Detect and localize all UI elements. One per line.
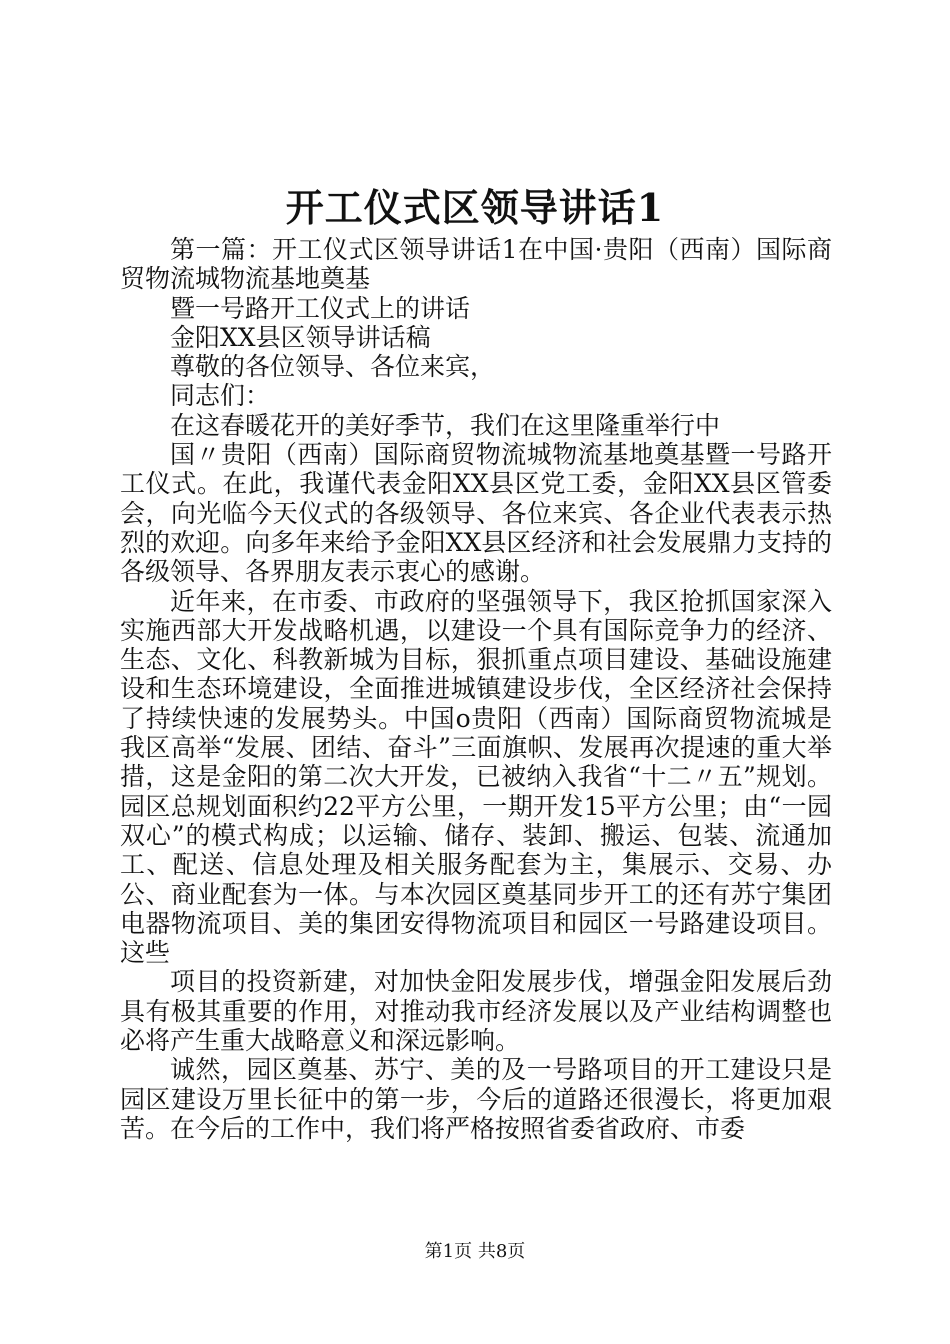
paragraph: 项目的投资新建，对加快金阳发展步伐，增强金阳发展后劲具有极其重要的作用，对推动我市经济发展以及产业结构调整也必将产生重大战略意义和深远影响。 [120, 967, 832, 1056]
paragraph: 近年来，在市委、市政府的坚强领导下，我区抢抓国家深入实施西部大开发战略机遇，以建设一个具有国际竞争力的经济、生态、文化、科教新城为目标，狠抓重点项目建设、基础设施建设和生态环境建设，全面推进城镇建设步伐，全区经济社会保持了持续快速的发展势头。中国ο贵阳（西南）国际商贸物流城是我区高举“发展、团结、奋斗”三面旗帜、发展再次提速的重大举措，这是金阳的第二次大开发，已被纳入我省“十二〃五”规划。园区总规划面积约22平方公里，一期开发15平方公里；由“一园双心”的模式构成；以运输、储存、装卸、搬运、包装、流通加工、配送、信息处理及相关服务配套为主，集展示、交易、办公、商业配套为一体。与本次园区奠基同步开工的还有苏宁集团电器物流项目、美的集团安得物流项目和园区一号路建设项目。这些 [120, 586, 832, 968]
paragraph: 国〃贵阳（西南）国际商贸物流城物流基地奠基暨一号路开工仪式。在此，我谨代表金阳XX县区党工委，金阳XX县区管委会，向光临今天仪式的各级领导、各位来宾、各企业代表表示热烈的欢迎。向多年来给予金阳XX县区经济和社会发展鼎力支持的各级领导、各界朋友表示衷心的感谢。 [120, 440, 832, 587]
page-number-footer: 第1页 共8页 [424, 1241, 526, 1262]
document-body [120, 235, 832, 1143]
paragraph: 尊敬的各位领导、各位来宾， [170, 352, 496, 382]
paragraph: 金阳XX县区领导讲话稿 [170, 322, 431, 352]
paragraph: 第一篇：开工仪式区领导讲话1在中国·贵阳（西南）国际商贸物流城物流基地奠基 [120, 235, 832, 294]
document-title: 开工仪式区领导讲话1 [285, 185, 665, 230]
paragraph: 诚然，园区奠基、苏宁、美的及一号路项目的开工建设只是园区建设万里长征中的第一步，今后的道路还很漫长，将更加艰苦。在今后的工作中，我们将严格按照省委省政府、市委 [120, 1055, 832, 1143]
paragraph: 在这春暖花开的美好季节，我们在这里隆重举行中 [170, 410, 721, 440]
paragraph: 暨一号路开工仪式上的讲话 [170, 293, 471, 323]
paragraph: 同志们： [170, 381, 271, 411]
